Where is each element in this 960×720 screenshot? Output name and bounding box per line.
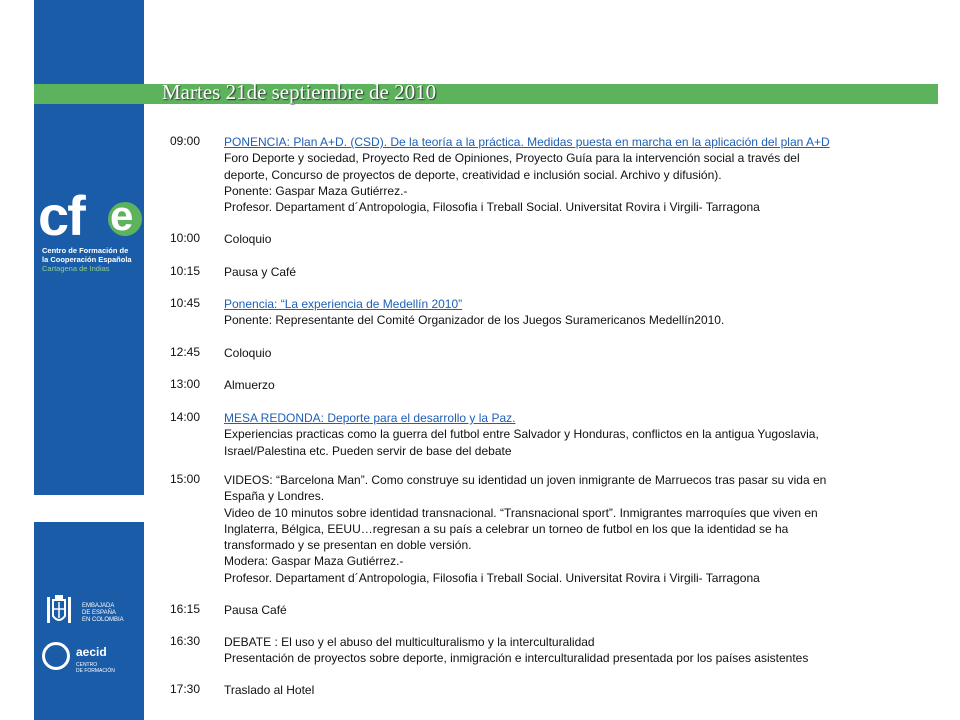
schedule-line: Experiencias practicas como la guerra del futbol entre Salvador y Honduras, conflictos en la antigua Yugoslavia, xyxy=(224,427,819,442)
schedule-time: 10:00 xyxy=(170,231,201,245)
embajada-logo xyxy=(40,594,144,630)
aecid-word: aecid xyxy=(76,645,107,659)
embajada-text: EMBAJADA DE ESPAÑA EN COLOMBIA xyxy=(82,603,124,623)
schedule-time: 13:00 xyxy=(170,377,201,391)
schedule-line: Ponente: Gaspar Maza Gutiérrez.- xyxy=(224,183,408,198)
schedule-line: Coloquio xyxy=(224,346,272,360)
session-title-link[interactable]: Ponencia: “La experiencia de Medellín 2010” xyxy=(224,297,463,311)
schedule-time: 15:00 xyxy=(170,472,201,486)
schedule-line: Profesor. Departament d´Antropologia, Filosofia i Treball Social. Universitat Rovira i Virgili- Tarragona xyxy=(224,570,760,585)
aecid-circle-icon xyxy=(42,642,70,670)
session-title-link[interactable]: PONENCIA: Plan A+D. (CSD). De la teoría a la práctica. Medidas puesta en marcha en la aplicación del plan A+D xyxy=(224,135,830,149)
schedule-line: Foro Deporte y sociedad, Proyecto Red de Opiniones, Proyecto Guía para la intervención social a través del xyxy=(224,151,800,166)
schedule-line: Pausa y Café xyxy=(224,265,297,279)
schedule-line: Ponente: Representante del Comité Organizador de los Juegos Suramericanos Medellín2010. xyxy=(224,313,725,328)
coat-of-arms-icon xyxy=(44,594,74,628)
schedule-line: deporte, Concurso de proyectos de deporte, creatividad e inclusión social. Archivo y difusión). xyxy=(224,167,722,182)
schedule-description xyxy=(224,296,954,329)
schedule-time: 17:30 xyxy=(170,682,201,696)
schedule-line: Coloquio xyxy=(224,232,272,246)
schedule-line: España y Londres. xyxy=(224,489,325,504)
schedule-line: Pausa Café xyxy=(224,603,287,617)
cfe-line-1: Centro de Formación de xyxy=(42,246,129,255)
schedule-line: transformado y se presentan en doble versión. xyxy=(224,538,472,553)
schedule-time: 16:30 xyxy=(170,634,201,648)
cfe-line-2: la Cooperación Española xyxy=(42,255,132,264)
schedule-line: DEBATE : El uso y el abuso del multiculturalismo y la interculturalidad xyxy=(224,635,595,649)
schedule-description xyxy=(224,602,954,618)
page-title: Martes 21de septiembre de 2010 xyxy=(162,80,437,104)
schedule-line: Inglaterra, Bélgica, EEUU…regresan a su país a celebrar un torneo de futbol en los que la identidad se ha xyxy=(224,521,789,536)
aecid-sub: CENTRO DE FORMACIÓN xyxy=(76,662,115,674)
schedule-line: Israel/Palestina etc. Pueden servir de base del debate xyxy=(224,443,512,458)
schedule-line: Traslado al Hotel xyxy=(224,683,315,697)
schedule-time: 10:15 xyxy=(170,264,201,278)
cfe-logo xyxy=(36,184,142,273)
aecid-logo xyxy=(40,640,144,680)
schedule-time: 14:00 xyxy=(170,410,201,424)
schedule-time: 12:45 xyxy=(170,345,201,359)
schedule-description xyxy=(224,682,954,698)
schedule-line: Profesor. Departament d´Antropologia, Filosofia i Treball Social. Universitat Rovira i Virgili- Tarragona xyxy=(224,200,760,215)
session-title-link[interactable]: MESA REDONDA: Deporte para el desarrollo y la Paz. xyxy=(224,411,516,425)
schedule-line: Video de 10 minutos sobre identidad transnacional. “Transnacional sport”. Inmigrantes marroquíes que viven en xyxy=(224,505,818,520)
cfe-line-3: Cartagena de Indias xyxy=(42,264,110,273)
schedule-description xyxy=(224,345,954,361)
schedule-time: 09:00 xyxy=(170,134,201,148)
schedule-description xyxy=(224,472,954,586)
schedule-time: 16:15 xyxy=(170,602,201,616)
schedule-line: VIDEOS: “Barcelona Man”. Como construye su identidad un joven inmigrante de Marruecos tras pasar su vida en xyxy=(224,473,827,487)
schedule-time: 10:45 xyxy=(170,296,201,310)
schedule-description xyxy=(224,377,954,393)
cfe-mark: cf xyxy=(38,184,84,247)
cfe-e-letter: e xyxy=(110,192,134,239)
schedule-line: Presentación de proyectos sobre deporte, inmigración e interculturalidad presentada por los países asistentes xyxy=(224,651,809,666)
schedule-description xyxy=(224,231,954,247)
schedule-line: Almuerzo xyxy=(224,378,275,392)
schedule-description xyxy=(224,264,954,280)
schedule-description xyxy=(224,134,954,215)
schedule-line: Modera: Gaspar Maza Gutiérrez.- xyxy=(224,554,404,569)
schedule-description xyxy=(224,410,954,459)
schedule-description xyxy=(224,634,954,667)
